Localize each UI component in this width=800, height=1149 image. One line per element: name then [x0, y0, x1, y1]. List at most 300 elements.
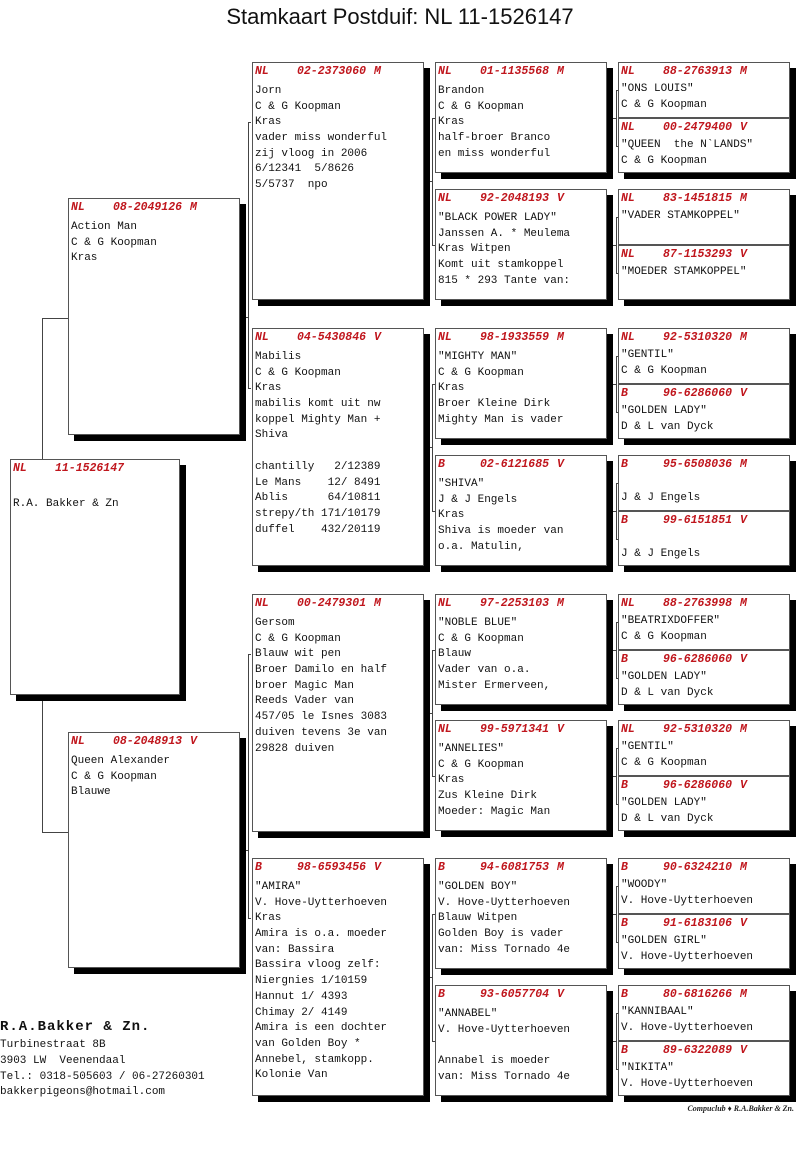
- country-code: B: [621, 514, 628, 527]
- connector-line: [610, 511, 616, 512]
- pigeon-info-line: "SHIVA": [438, 478, 485, 490]
- pigeon-info-line: Action Man: [71, 221, 138, 233]
- country-code: NL: [255, 331, 269, 344]
- ancestor-pigeon-card: [618, 1041, 790, 1096]
- ring-number-header: [438, 457, 604, 472]
- sex-marker: V: [557, 192, 564, 205]
- owner-street: Turbinestraat 8B: [0, 1039, 106, 1051]
- pigeon-info-line: C & G Koopman: [621, 630, 707, 643]
- pigeon-info-line: "GOLDEN BOY": [438, 881, 518, 893]
- pigeon-info-line: Mabilis: [255, 351, 302, 363]
- pigeon-info-line: C & G Koopman: [621, 98, 707, 111]
- sex-marker: V: [740, 121, 747, 134]
- pigeon-info-line: V. Hove-Uytterhoeven: [621, 950, 754, 963]
- sex-marker: V: [557, 458, 564, 471]
- connector-line: [616, 622, 617, 678]
- ring-number-header: [621, 247, 787, 262]
- pigeon-info-line: Shiva is moeder van: [438, 525, 564, 538]
- country-code: NL: [621, 331, 635, 344]
- ring-number: 80-6816266: [663, 988, 733, 1001]
- ring-number: 88-2763913: [663, 65, 733, 78]
- country-code: B: [255, 861, 262, 874]
- sex-marker: M: [740, 458, 747, 471]
- country-code: B: [621, 1044, 628, 1057]
- connector-line: [248, 122, 251, 123]
- sex-marker: V: [740, 387, 747, 400]
- pigeon-info-line: Ablis 64/10811: [255, 492, 381, 505]
- pigeon-info-line: duffel 432/20119: [255, 523, 381, 536]
- country-code: NL: [621, 597, 635, 610]
- ring-number-header: [621, 191, 787, 206]
- pigeon-info-line: Kras: [255, 912, 282, 925]
- country-code: B: [438, 458, 445, 471]
- pigeon-info-line: "BEATRIXDOFFER": [621, 615, 721, 627]
- ring-number: 00-2479400: [663, 121, 733, 134]
- pigeon-info-line: o.a. Matulin,: [438, 540, 524, 553]
- pigeon-info-line: C & G Koopman: [255, 632, 341, 645]
- ancestor-pigeon-card: [618, 384, 790, 439]
- pigeon-info-line: Broer Kleine Dirk: [438, 398, 551, 411]
- sex-marker: M: [740, 65, 747, 78]
- software-credit: Compuclub ♦ R.A.Bakker & Zn.: [687, 1104, 794, 1113]
- ring-number: 96-6286060: [663, 387, 733, 400]
- ring-number: 90-6324210: [663, 861, 733, 874]
- sex-marker: V: [557, 723, 564, 736]
- pigeon-info-line: Kras: [438, 774, 465, 787]
- ancestor-pigeon-card: [435, 455, 607, 566]
- ring-number: 88-2763998: [663, 597, 733, 610]
- connector-line: [610, 650, 616, 651]
- ring-number: 02-2373060: [297, 65, 367, 78]
- pigeon-info-line: D & L van Dyck: [621, 812, 714, 825]
- ring-number-header: [13, 461, 177, 476]
- sex-marker: V: [374, 331, 381, 344]
- ring-number-header: [621, 513, 787, 528]
- ancestor-pigeon-card: [68, 732, 240, 968]
- pigeon-info-line: "ANNELIES": [438, 743, 505, 755]
- pigeon-info-line: C & G Koopman: [255, 100, 341, 113]
- pigeon-info-line: Blauwe: [71, 786, 111, 799]
- ring-number-header: [438, 191, 604, 206]
- ring-number: 96-6286060: [663, 653, 733, 666]
- country-code: NL: [438, 331, 452, 344]
- ancestor-pigeon-card: [618, 118, 790, 173]
- ring-number: 98-6593456: [297, 861, 367, 874]
- sex-marker: M: [740, 192, 747, 205]
- connector-line: [616, 886, 617, 942]
- ring-number-header: [621, 652, 787, 667]
- country-code: NL: [438, 597, 452, 610]
- connector-line: [248, 388, 251, 389]
- ring-number: 92-2048193: [480, 192, 550, 205]
- country-code: B: [621, 861, 628, 874]
- ring-number-header: [621, 860, 787, 875]
- pigeon-info-line: Hannut 1/ 4393: [255, 990, 348, 1003]
- ring-number-header: [621, 778, 787, 793]
- ring-number-header: [255, 330, 421, 345]
- sex-marker: M: [557, 597, 564, 610]
- ring-number-header: [438, 860, 604, 875]
- pigeon-info-line: broer Magic Man: [255, 679, 355, 692]
- ring-number-header: [438, 987, 604, 1002]
- owner-city: 3903 LW Veenendaal: [0, 1054, 126, 1067]
- connector-line: [610, 914, 616, 915]
- ring-number: 08-2049126: [113, 201, 183, 214]
- pigeon-info-line: Shiva: [255, 429, 289, 442]
- pigeon-info-line: Bassira vloog zelf:: [255, 959, 381, 972]
- sex-marker: V: [740, 514, 747, 527]
- pigeon-info-line: Gersom: [255, 617, 295, 629]
- ancestor-pigeon-card: [618, 858, 790, 914]
- pigeon-info-line: "GOLDEN LADY": [621, 797, 707, 809]
- pigeon-info-line: [621, 475, 787, 491]
- ring-number: 99-5971341: [480, 723, 550, 736]
- ring-number-header: [621, 120, 787, 135]
- sex-marker: M: [190, 201, 197, 214]
- ancestor-pigeon-card: [252, 594, 424, 832]
- pigeon-info-line: Annebel, stamkopp.: [255, 1053, 374, 1066]
- pigeon-info-line: "MIGHTY MAN": [438, 351, 518, 363]
- pigeon-info-line: 29828 duiven: [255, 742, 335, 755]
- country-code: NL: [255, 597, 269, 610]
- sex-marker: M: [740, 988, 747, 1001]
- sex-marker: V: [740, 1044, 747, 1057]
- pigeon-info-line: "GOLDEN LADY": [621, 671, 707, 683]
- connector-line: [248, 654, 249, 918]
- pigeon-info-line: van: Bassira: [255, 943, 335, 956]
- pigeon-info-line: C & G Koopman: [621, 154, 707, 167]
- sex-marker: M: [557, 65, 564, 78]
- ring-number-header: [255, 64, 421, 79]
- ring-number: 98-1933559: [480, 331, 550, 344]
- sex-marker: M: [740, 597, 747, 610]
- country-code: B: [621, 779, 628, 792]
- ring-number-header: [621, 722, 787, 737]
- pigeon-info-line: "BLACK POWER LADY": [438, 212, 557, 224]
- pigeon-info-line: "QUEEN the N`LANDS": [621, 139, 754, 151]
- connector-line: [432, 384, 433, 511]
- connector-line: [616, 217, 617, 273]
- ancestor-pigeon-card: [435, 189, 607, 300]
- ring-number: 01-1135568: [480, 65, 550, 78]
- pigeon-info-line: Queen Alexander: [71, 755, 171, 767]
- subject-pigeon-card: [10, 459, 180, 695]
- country-code: B: [621, 917, 628, 930]
- ring-number: 96-6286060: [663, 779, 733, 792]
- country-code: NL: [621, 65, 635, 78]
- connector-line: [426, 181, 432, 182]
- pigeon-info-line: D & L van Dyck: [621, 686, 714, 699]
- ring-number-header: [621, 916, 787, 931]
- ancestor-pigeon-card: [618, 62, 790, 118]
- pigeon-info-line: Reeds Vader van: [255, 695, 355, 708]
- pigeon-info-line: zij vloog in 2006: [255, 147, 368, 160]
- sex-marker: M: [740, 331, 747, 344]
- connector-line: [426, 447, 432, 448]
- ring-number-header: [621, 386, 787, 401]
- ring-number-header: [621, 1043, 787, 1058]
- pigeon-info-line: Blauw Witpen: [438, 912, 518, 925]
- country-code: NL: [71, 201, 85, 214]
- owner-phone: Tel.: 0318-505603 / 06-27260301: [0, 1070, 205, 1083]
- pigeon-info-line: Niergnies 1/10159: [255, 975, 368, 988]
- ring-number: 94-6081753: [480, 861, 550, 874]
- pigeon-info-line: [13, 481, 177, 497]
- ring-number: 93-6057704: [480, 988, 550, 1001]
- pigeon-info-line: van: Miss Tornado 4e: [438, 1070, 571, 1083]
- ring-number: 11-1526147: [55, 462, 125, 475]
- country-code: NL: [621, 121, 635, 134]
- ancestor-pigeon-card: [618, 328, 790, 384]
- pigeon-info-line: [255, 444, 421, 460]
- sex-marker: V: [740, 248, 747, 261]
- connector-line: [616, 748, 617, 804]
- ring-number: 00-2479301: [297, 597, 367, 610]
- ring-number-header: [438, 596, 604, 611]
- ring-number-header: [71, 200, 237, 215]
- connector-line: [248, 122, 249, 388]
- pigeon-info-line: "ONS LOUIS": [621, 83, 694, 95]
- pigeon-info-line: Kras Witpen: [438, 243, 511, 256]
- ancestor-pigeon-card: [618, 650, 790, 705]
- ring-number: 92-5310320: [663, 331, 733, 344]
- connector-line: [610, 118, 616, 119]
- sex-marker: M: [740, 861, 747, 874]
- connector-line: [616, 483, 617, 539]
- pigeon-info-line: C & G Koopman: [438, 100, 524, 113]
- ancestor-pigeon-card: [252, 62, 424, 300]
- country-code: B: [438, 988, 445, 1001]
- ring-number-header: [255, 860, 421, 875]
- sex-marker: M: [374, 65, 381, 78]
- pigeon-info-line: "AMIRA": [255, 881, 302, 893]
- country-code: NL: [438, 192, 452, 205]
- pigeon-info-line: J & J Engels: [621, 491, 701, 504]
- pigeon-info-line: Broer Damilo en half: [255, 664, 388, 677]
- ancestor-pigeon-card: [618, 511, 790, 566]
- pigeon-info-line: Blauw: [438, 648, 472, 661]
- pigeon-info-line: Amira is o.a. moeder: [255, 928, 388, 941]
- pigeon-info-line: Mister Ermerveen,: [438, 679, 551, 692]
- country-code: B: [621, 458, 628, 471]
- connector-line: [432, 650, 433, 776]
- ring-number-header: [438, 330, 604, 345]
- ring-number-header: [621, 64, 787, 79]
- pigeon-info-line: "MOEDER STAMKOPPEL": [621, 266, 747, 278]
- country-code: B: [438, 861, 445, 874]
- pigeon-info-line: 815 * 293 Tante van:: [438, 274, 571, 287]
- pigeon-info-line: C & G Koopman: [621, 364, 707, 377]
- country-code: B: [621, 387, 628, 400]
- ancestor-pigeon-card: [618, 455, 790, 511]
- pigeon-info-line: Kras: [255, 382, 282, 395]
- pigeon-info-line: Janssen A. * Meulema: [438, 227, 571, 240]
- pigeon-info-line: vader miss wonderful: [255, 132, 388, 145]
- connector-line: [426, 977, 432, 978]
- pigeon-info-line: "GENTIL": [621, 741, 674, 753]
- country-code: NL: [438, 723, 452, 736]
- pigeon-info-line: Kras: [438, 509, 465, 522]
- pigeon-info-line: Zus Kleine Dirk: [438, 790, 538, 803]
- connector-line: [610, 776, 616, 777]
- pigeon-info-line: "ANNABEL": [438, 1008, 498, 1020]
- pigeon-info-line: C & G Koopman: [438, 632, 524, 645]
- pigeon-info-line: Chimay 2/ 4149: [255, 1006, 348, 1019]
- ring-number: 89-6322089: [663, 1044, 733, 1057]
- ring-number-header: [255, 596, 421, 611]
- pigeon-info-line: "NOBLE BLUE": [438, 617, 518, 629]
- sex-marker: M: [557, 861, 564, 874]
- ring-number-header: [71, 734, 237, 749]
- country-code: NL: [255, 65, 269, 78]
- ring-number: 04-5430846: [297, 331, 367, 344]
- pigeon-info-line: half-broer Branco: [438, 132, 551, 145]
- pigeon-info-line: "KANNIBAAL": [621, 1006, 694, 1018]
- connector-line: [610, 384, 616, 385]
- pigeon-info-line: C & G Koopman: [71, 770, 157, 783]
- pigeon-info-line: Komt uit stamkoppel: [438, 259, 564, 272]
- owner-email: bakkerpigeons@hotmail.com: [0, 1086, 166, 1099]
- ancestor-pigeon-card: [618, 985, 790, 1041]
- ancestor-pigeon-card: [435, 720, 607, 831]
- ring-number: 87-1153293: [663, 248, 733, 261]
- ring-number-header: [438, 722, 604, 737]
- pigeon-info-line: C & G Koopman: [438, 366, 524, 379]
- ring-number: 91-6183106: [663, 917, 733, 930]
- pigeon-info-line: en miss wonderful: [438, 147, 551, 160]
- pigeon-info-line: Le Mans 12/ 8491: [255, 476, 381, 489]
- ancestor-pigeon-card: [435, 62, 607, 173]
- ancestor-pigeon-card: [68, 198, 240, 435]
- pigeon-info-line: Brandon: [438, 85, 485, 97]
- pigeon-info-line: J & J Engels: [438, 493, 518, 506]
- connector-line: [42, 318, 68, 319]
- pigeon-info-line: van: Miss Tornado 4e: [438, 943, 571, 956]
- pigeon-info-line: Kras: [438, 382, 465, 395]
- pigeon-info-line: "WOODY": [621, 879, 668, 891]
- pigeon-info-line: C & G Koopman: [621, 756, 707, 769]
- pigeon-info-line: V. Hove-Uytterhoeven: [621, 1077, 754, 1090]
- ancestor-pigeon-card: [618, 914, 790, 969]
- ancestor-pigeon-card: [618, 776, 790, 831]
- pigeon-info-line: 6/12341 5/8626: [255, 163, 355, 176]
- sex-marker: M: [374, 597, 381, 610]
- ancestor-pigeon-card: [435, 858, 607, 969]
- connector-line: [42, 832, 68, 833]
- pigeon-info-line: [438, 1038, 604, 1054]
- connector-line: [616, 90, 617, 146]
- country-code: NL: [13, 462, 27, 475]
- connector-line: [432, 914, 433, 1041]
- pigeon-info-line: Kras: [255, 116, 282, 129]
- pigeon-info-line: C & G Koopman: [255, 366, 341, 379]
- ancestor-pigeon-card: [435, 594, 607, 705]
- pigeon-info-line: R.A. Bakker & Zn: [13, 497, 119, 510]
- ancestor-pigeon-card: [435, 985, 607, 1096]
- pigeon-info-line: D & L van Dyck: [621, 420, 714, 433]
- pigeon-info-line: Kolonie Van: [255, 1069, 328, 1082]
- ancestor-pigeon-card: [252, 858, 424, 1096]
- country-code: NL: [438, 65, 452, 78]
- page-title: Stamkaart Postduif: NL 11-1526147: [226, 4, 574, 29]
- sex-marker: V: [740, 917, 747, 930]
- country-code: B: [621, 653, 628, 666]
- sex-marker: M: [740, 723, 747, 736]
- ring-number-header: [621, 457, 787, 472]
- ancestor-pigeon-card: [435, 328, 607, 439]
- sex-marker: V: [374, 861, 381, 874]
- sex-marker: V: [557, 988, 564, 1001]
- pigeon-info-line: Annabel is moeder: [438, 1055, 551, 1068]
- pigeon-info-line: V. Hove-Uytterhoeven: [255, 896, 388, 909]
- ancestor-pigeon-card: [618, 245, 790, 300]
- sex-marker: M: [557, 331, 564, 344]
- pigeon-info-line: Kras: [71, 252, 98, 265]
- ancestor-pigeon-card: [618, 189, 790, 245]
- pigeon-info-line: "GOLDEN LADY": [621, 405, 707, 417]
- ring-number: 83-1451815: [663, 192, 733, 205]
- ring-number-header: [438, 64, 604, 79]
- ring-number-header: [621, 596, 787, 611]
- ring-number: 99-6151851: [663, 514, 733, 527]
- pigeon-info-line: J & J Engels: [621, 547, 701, 560]
- ring-number: 08-2048913: [113, 735, 183, 748]
- pigeon-info-line: Golden Boy is vader: [438, 928, 564, 941]
- pigeon-info-line: Blauw wit pen: [255, 648, 341, 661]
- pigeon-info-line: chantilly 2/12389: [255, 460, 381, 473]
- connector-line: [432, 118, 433, 245]
- connector-line: [610, 1041, 616, 1042]
- connector-line: [248, 918, 251, 919]
- pigeon-info-line: "GOLDEN GIRL": [621, 935, 707, 947]
- pigeon-info-line: 457/05 le Isnes 3083: [255, 711, 388, 724]
- connector-line: [242, 850, 248, 851]
- ring-number: 95-6508036: [663, 458, 733, 471]
- ring-number-header: [621, 987, 787, 1002]
- connector-line: [616, 356, 617, 412]
- pigeon-info-line: C & G Koopman: [438, 758, 524, 771]
- owner-info: [0, 1016, 205, 1101]
- country-code: NL: [621, 192, 635, 205]
- pigeon-info-line: Kras: [438, 116, 465, 129]
- pigeon-info-line: koppel Mighty Man +: [255, 413, 381, 426]
- connector-line: [610, 245, 616, 246]
- country-code: NL: [71, 735, 85, 748]
- ring-number: 92-5310320: [663, 723, 733, 736]
- pigeon-info-line: V. Hove-Uytterhoeven: [621, 894, 754, 907]
- connector-line: [426, 713, 432, 714]
- ring-number: 02-6121685: [480, 458, 550, 471]
- pigeon-info-line: van Golden Boy *: [255, 1037, 361, 1050]
- connector-line: [248, 654, 251, 655]
- pigeon-info-line: "GENTIL": [621, 349, 674, 361]
- ring-number: 97-2253103: [480, 597, 550, 610]
- country-code: B: [621, 988, 628, 1001]
- pigeon-info-line: "NIKITA": [621, 1062, 674, 1074]
- pigeon-info-line: Amira is een dochter: [255, 1022, 388, 1035]
- pigeon-info-line: [621, 531, 787, 547]
- pigeon-info-line: Vader van o.a.: [438, 664, 531, 677]
- pigeon-info-line: Mighty Man is vader: [438, 413, 564, 426]
- pigeon-info-line: V. Hove-Uytterhoeven: [438, 896, 571, 909]
- ancestor-pigeon-card: [252, 328, 424, 566]
- ancestor-pigeon-card: [618, 594, 790, 650]
- connector-line: [616, 1013, 617, 1069]
- sex-marker: V: [740, 653, 747, 666]
- pigeon-info-line: Moeder: Magic Man: [438, 805, 551, 818]
- pigeon-info-line: V. Hove-Uytterhoeven: [621, 1021, 754, 1034]
- connector-line: [242, 317, 248, 318]
